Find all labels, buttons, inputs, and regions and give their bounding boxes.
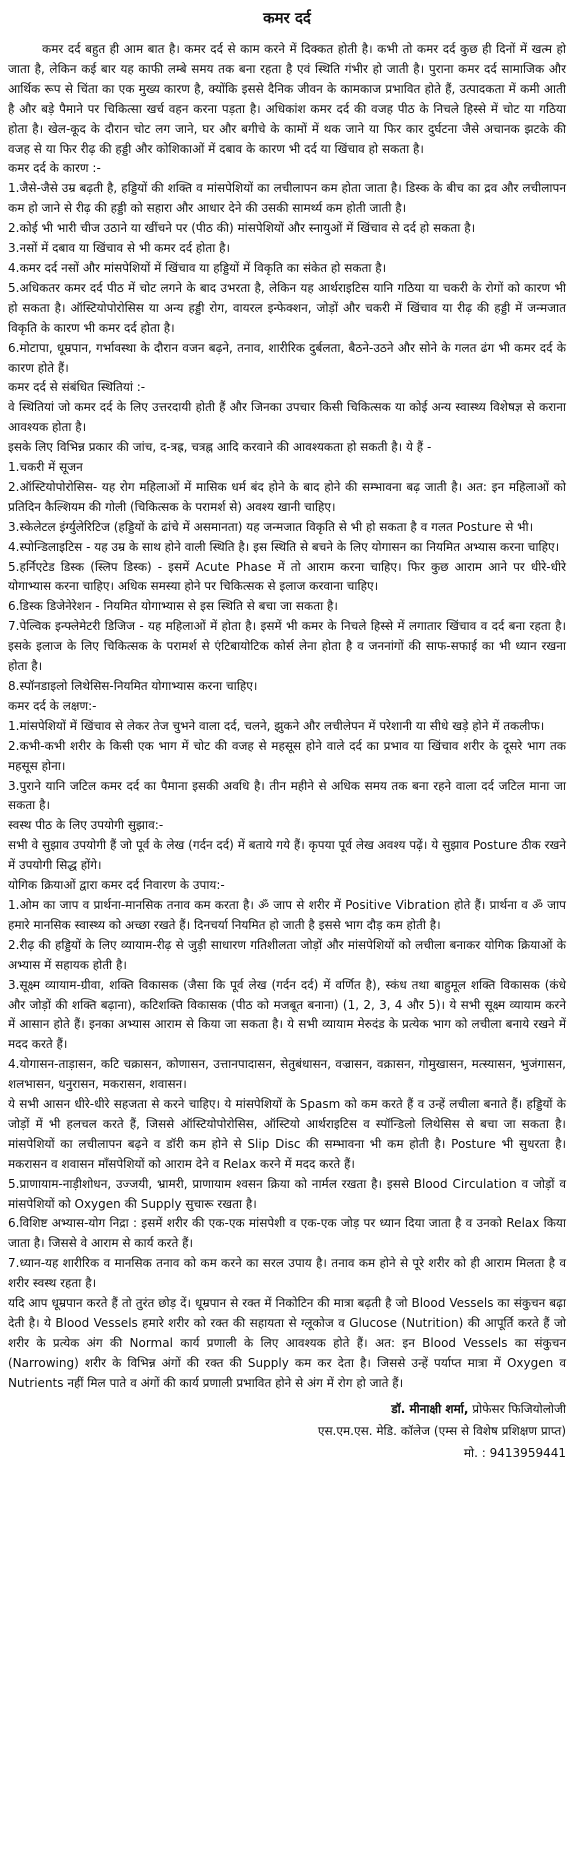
section-heading-causes: कमर दर्द के कारण :- xyxy=(8,161,101,176)
tips-paragraph: सभी वे सुझाव उपयोगी हैं जो पूर्व के लेख (गर्दन दर्द) में बताये गये हैं। कृपया पूर्व लेख अवश्य पढ़ें। ये सुझाव Posture ठीक रखने में उपयोगी सिद्ध होंगे। xyxy=(8,838,566,873)
cause-item: 1.जैसे-जैसे उम्र बढ़ती है, हड्डियों की शक्ति व मांसपेशियों का लचीलापन कम होता जाता है। डिस्क के बीच का द्रव और लचीलापन कम हो जाने से रीढ़ की हड्डी को सहारा और आधार देने की उसकी सामर्थ्य कम होती जाती है। xyxy=(8,181,566,216)
author-institution: एस.एम.एस. मेडि. कॉलेज (एम्स से विशेष प्रशिक्षण प्राप्त) xyxy=(317,1423,566,1438)
smoking-paragraph: यदि आप धूम्रपान करते हैं तो तुरंत छोड़ दें। धूम्रपान से रक्त में निकोटिन की मात्रा बढ़ती है जो Blood Vessels का संकुचन बढ़ा देती है। ये Blood Vessels हमारे शरीर को रक्त की सहायता से ग्लूकोज व Glucose (Nutrition) की आपूर्ति करते हैं जो शरीर के प्रत्येक अंग की Normal कार्य प्रणाली के लिए आवश्यक होते हैं। अत: इन Blood Vessels का संकुचन (Narrowing) शरीर के विभिन्न अंगों की रक्त की Supply कम कर देता है। जिससे उन्हें पर्याप्त मात्रा में Oxygen व Nutrients नहीं मिल पाते व अंगों की कार्य प्रणाली प्रभावित होने से अंग में रोग हो जाते हैं। xyxy=(8,1296,566,1390)
symptom-item: 2.कभी-कभी शरीर के किसी एक भाग में चोट की वजह से महसूस होने वाले दर्द का प्रभाव या खिंचाव शरीर के दूसरे भाग तक महसूस होना। xyxy=(8,738,566,773)
yoga-item: 5.प्राणायाम-नाड़ीशोधन, उज्जयी, भ्रामरी, प्राणायाम श्वसन क्रिया को नार्मल रखता है। इससे Blood Circulation व जोड़ों व मांसपेशियों को Oxygen की Supply सुचारू रखता है। xyxy=(8,1176,566,1211)
symptom-item: 1.मांसपेशियों में खिंचाव से लेकर तेज चुभने वाला दर्द, चलने, झुकने और लचीलेपन में परेशानी या सीधे खड़े होने में तकलीफ। xyxy=(8,718,545,733)
cause-item: 2.कोई भी भारी चीज उठाने या खींचने पर (पीठ की) मांसपेशियों और स्नायुओं में खिंचाव से दर्द हो सकता है। xyxy=(8,221,476,236)
cause-item: 5.अधिकतर कमर दर्द पीठ में चोट लगने के बाद उभरता है, लेकिन यह आर्थराइटिस यानि गठिया या चकरी के रोगों को कारण भी हो सकता है। ऑस्टियोपोरोसिस या अन्य हड्डी रोग, वायरल इन्फेक्शन, जोड़ों और चकरी में खिंचाव या रीढ़ की हड्डी में जन्मजात विकृति के कारण भी कमर दर्द होता है। xyxy=(8,280,566,335)
condition-item: 5.हर्निएटेड डिस्क (स्लिप डिस्क) - इसमें Acute Phase में तो आराम करना चाहिए। फिर कुछ आराम आने पर धीरे-धीरे योगाभ्यास करना चाहिए। अधिक समस्या होने पर चिकित्सक से इलाज करवाना चाहिए। xyxy=(8,559,566,594)
author-name: डॉ. मीनाक्षी शर्मा, xyxy=(391,1401,469,1416)
yoga-item: 2.रीढ़ की हड्डियों के लिए व्यायाम-रीढ़ से जुड़ी साधारण गतिशीलता जोड़ों और मांसपेशियों को लचीला बनाकर योगिक क्रियाओं के अभ्यास में सहायक होती है। xyxy=(8,937,566,972)
condition-item: 6.डिस्क डिजेनेरेशन - नियमित योगाभ्यास से इस स्थिति से बचा जा सकता है। xyxy=(8,599,338,614)
author-phone: मो. : 9413959441 xyxy=(463,1445,566,1460)
condition-item: 4.स्पोन्डिलाइटिस - यह उम्र के साथ होने वाली स्थिति है। इस स्थिति से बचने के लिए योगासन का नियमित अभ्यास करना चाहिए। xyxy=(8,539,560,554)
author-designation: प्रोफेसर फिजियोलोजी xyxy=(472,1401,566,1416)
condition-item: 1.चकरी में सूजन xyxy=(8,460,83,475)
yoga-item: 4.योगासन-ताड़ासन, कटि चक्रासन, कोणासन, उत्तानपादासन, सेतुबंधासन, वज्रासन, वक्रासन, गोमुखासन, मत्स्यासन, भुजंगासन, शलभासन, धनुरासन, मकरासन, शवासन। xyxy=(8,1057,566,1092)
conditions-intro: वे स्थितियां जो कमर दर्द के लिए उत्तरदायी होती हैं और जिनका उपचार किसी चिकित्सक या कोई अन्य स्वास्थ्य विशेषज्ञ से कराना आवश्यक होता है। xyxy=(8,400,566,435)
symptom-item: 3.पुराने यानि जटिल कमर दर्द का पैमाना इसकी अवधि है। तीन महीने से अधिक समय तक बना रहने वाला दर्द जटिल माना जा सकता है। xyxy=(8,778,566,813)
section-heading-tips: स्वस्थ पीठ के लिए उपयोगी सुझाव:- xyxy=(8,818,164,833)
section-heading-symptoms: कमर दर्द के लक्षण:- xyxy=(8,698,97,713)
cause-item: 4.कमर दर्द नसों और मांसपेशियों में खिंचाव या हड्डियों में विकृति का संकेत हो सकता है। xyxy=(8,260,387,275)
section-heading-yoga: योगिक क्रियाओं द्वारा कमर दर्द निवारण के उपाय:- xyxy=(8,878,225,893)
article-body xyxy=(8,40,566,1394)
condition-item: 3.स्केलेटल इंर्ग्युलेरिटिज (हड्डियों के ढांचे में असमानता) यह जन्मजात विकृति से भी हो सकता है व गलत Posture से भी। xyxy=(8,519,534,534)
section-heading-conditions: कमर दर्द से संबंधित स्थितियां :- xyxy=(8,380,146,395)
yoga-item: 1.ओम का जाप व प्रार्थना-मानसिक तनाव कम करता है। ॐ जाप से शरीर में Positive Vibration होते हैं। प्रार्थना व ॐ जाप हमारे मानसिक स्वास्थ्य को अच्छा रखते हैं। दिनचर्या नियमित हो जाती है इससे भाग दौड़ कम होती है। xyxy=(8,897,566,932)
yoga-item: 6.विशिष्ट अभ्यास-योग निद्रा : इसमें शरीर की एक-एक मांसपेशी व एक-एक जोड़ पर ध्यान दिया जाता है व उनको Relax किया जाता है। जिससे वे आराम से कार्य करते हैं। xyxy=(8,1216,566,1251)
intro-paragraph: कमर दर्द बहुत ही आम बात है। कमर दर्द से काम करने में दिक्कत होती है। कभी तो कमर दर्द कुछ ही दिनों में खत्म हो जाता है, लेकिन कई बार यह काफी लम्बे समय तक बना रहता है एवं स्थिति गंभीर हो जाती है। पुराना कमर दर्द सामाजिक और आर्थिक रूप से चिंता का एक मुख्य कारण है, क्योंकि इससे दैनिक जीवन के कामकाज प्रभावित होते हैं, उत्पादकता में कमी आती है और बड़े पैमाने पर चिकित्सा खर्च वहन करना पड़ता है। अधिकांश कमर दर्द की वजह पीठ के निचले हिस्से में चोट या गठिया होता है। खेल-कूद के दौरान चोट लग जाने, घर और बगीचे के कामों में थक जाने या फिर कार दुर्घटना जैसे अचानक झटके की वजह से या फिर रीढ़ की हड्डी और कोशिकाओं में दबाव के कारण भी दर्द या खिंचाव हो सकता है। xyxy=(8,42,566,156)
condition-item: 2.ऑस्टियोपोरोसिस- यह रोग महिलाओं में मासिक धर्म बंद होने के बाद होने की सम्भावना बढ़ जाती है। अत: इन महिलाओं को प्रतिदिन कैल्शियम की गोली (चिकित्सक के परामर्श से) अवश्य खानी चाहिए। xyxy=(8,479,566,514)
cause-item: 3.नसों में दबाव या खिंचाव से भी कमर दर्द होता है। xyxy=(8,241,231,256)
author-line xyxy=(8,1398,566,1420)
yoga-item: 7.ध्यान-यह शारीरिक व मानसिक तनाव को कम करने का सरल उपाय है। तनाव कम होने से पूरे शरीर को ही आराम मिलता है व शरीर स्वस्थ रहता है। xyxy=(8,1256,566,1291)
cause-item: 6.मोटापा, धूम्रपान, गर्भावस्था के दौरान वजन बढ़ने, तनाव, शारीरिक दुर्बलता, बैठने-उठने और सोने के गलत ढंग भी कमर दर्द के कारण होते हैं। xyxy=(8,340,566,375)
condition-item: 7.पेल्विक इन्फ्लेमेटरी डिजिज - यह महिलाओं में होता है। इसमें भी कमर के निचले हिस्से में लगातार खिंचाव व दर्द बना रहता है। इसके इलाज के लिए चिकित्सक के परामर्श से एंटिबायोटिक कोर्स लेना होता है व जननांगों की साफ-सफाई का भी ध्यान रखना होता है। xyxy=(8,619,566,674)
article-title: कमर दर्द xyxy=(263,9,311,27)
condition-item: 8.स्पॉनडाइलो लिथेसिस-नियमित योगाभ्यास करना चाहिए। xyxy=(8,679,258,693)
conditions-tests: इसके लिए विभिन्न प्रकार की जांच, द-त्रह्र, चत्रह्न आदि करवाने की आवश्यकता हो सकती है। ये हैं - xyxy=(8,440,432,455)
author-signature xyxy=(8,1398,566,1464)
yoga-asana-paragraph: ये सभी आसन धीरे-धीरे सहजता से करने चाहिए। ये मांसपेशियों के Spasm को कम करते हैं व उन्हें लचीला बनाते हैं। हड्डियों के जोड़ों में भी हलचल करते हैं, जिससे ऑस्टियोपोरोसिस, ऑस्टियो आर्थराइटिस व स्पॉन्डिलो लिथेसिस से बचा जा सकता है। मांसपेशियों का लचीलापन बढ़ने व डॉरी कम होने से Slip Disc की सम्भावना भी कम होती है। Posture भी सुधरता है। मकरासन व शवासन माँसपेशियों को आराम देने व Relax करने में मदद करते हैं। xyxy=(8,1097,566,1171)
yoga-item: 3.सूक्ष्म व्यायाम-ग्रीवा, शक्ति विकासक (जैसा कि पूर्व लेख (गर्दन दर्द) में वर्णित है), स्कंध तथा बाहुमूल शक्ति विकासक (कंधे और जोड़ों की शक्ति बढ़ाना), कटिशक्ति विकासक (पीठ को मजबूत बनाना) (1, 2, 3, 4 और 5)। ये सभी सूक्ष्म व्यायाम करने में आसान होते हैं। इनका अभ्यास आराम से किया जा सकता है। ये सभी व्यायाम मेरुदंड के प्रत्येक भाग को लचीला बनाये रखने में मदद करते हैं। xyxy=(8,977,566,1052)
